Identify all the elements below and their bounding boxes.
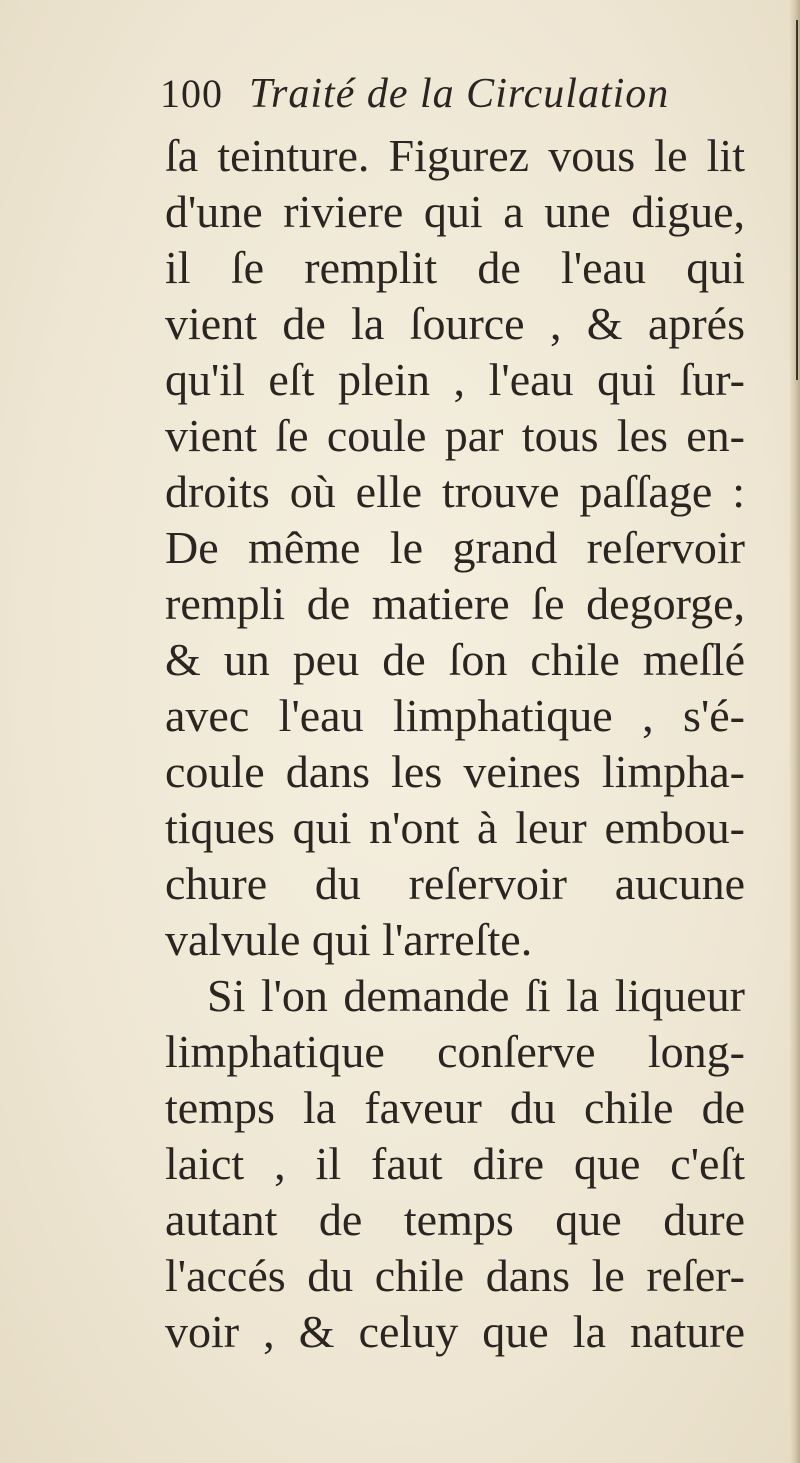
text-line: d'une riviere qui a une digue, [165,186,745,237]
text-line: vient de la ſource , & aprés [165,298,745,349]
text-line: l'accés du chile dans le reſer- [165,1250,745,1301]
text-line: De même le grand reſervoir [165,522,745,573]
text-line: voir , & celuy que la nature [165,1306,745,1357]
text-line: coule dans les veines limpha- [165,746,745,797]
text-line: limphatique conſerve long- [165,1026,745,1077]
text-line: avec l'eau limphatique , s'é- [165,690,745,741]
text-line: laict , il faut dire que c'eſt [165,1138,745,1189]
text-line: & un peu de ſon chile meſlé [165,634,745,685]
paragraph-start-line: Si l'on demande ſi la liqueur [207,970,745,1021]
page-number: 100 [160,71,223,116]
text-line: rempli de matiere ſe degorge, [165,578,745,629]
text-line: tiques qui n'ont à leur embou- [165,802,745,853]
text-line: il ſe remplit de l'eau qui [165,242,745,293]
text-line: qu'il eſt plein , l'eau qui ſur- [165,354,745,405]
text-line: chure du reſervoir aucune [165,858,745,909]
text-line: valvule qui l'arreſte. [165,914,533,965]
page-header [160,70,669,130]
body-text [165,128,745,1360]
text-line: autant de temps que dure [165,1194,745,1245]
text-line: temps la faveur du chile de [165,1082,745,1133]
running-title: Traité de la Circulation [249,71,670,117]
page-edge [790,0,800,1463]
text-line: droits où elle trouve paſſage : [165,466,745,517]
text-line: vient ſe coule par tous les en- [165,410,745,461]
text-line: ſa teinture. Figurez vous le lit [165,130,745,181]
